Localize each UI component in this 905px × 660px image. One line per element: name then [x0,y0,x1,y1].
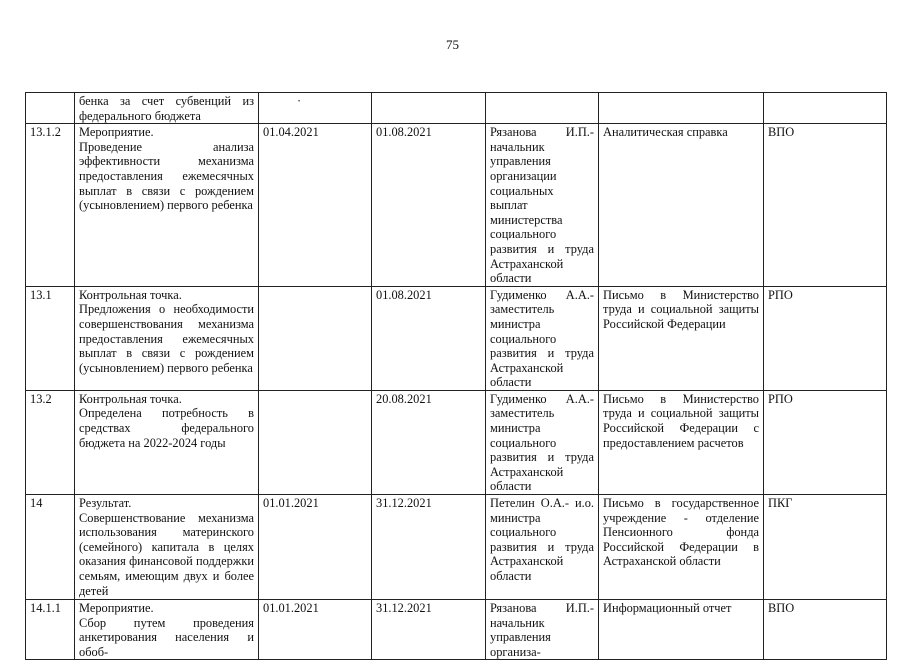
description-title: Результат. [79,496,132,511]
cell-code [26,93,75,124]
dot-mark: · [297,94,302,108]
description-text: Сбор путем проведения анкетирования населения и обоб- [79,615,254,659]
cell-start-date [259,286,372,390]
cell-start-date: 01.01.2021 [259,495,372,600]
cell-start-date [259,390,372,494]
cell-end-date: 20.08.2021 [372,390,486,494]
plan-table [25,92,887,660]
table-row [26,93,887,124]
cell-responsible: Гудименко А.А.- заместитель министра социального развития и труда Астраханской области [486,390,599,494]
cell-responsible: Петелин О.А.- и.о. министра социального развития и труда Астраханской области [486,495,599,600]
table-row [26,600,887,660]
description-title: Контрольная точка. [79,391,182,406]
cell-start-date: 01.01.2021 [259,600,372,660]
cell-code: 13.1.2 [26,124,75,287]
cell-responsible: Рязанова И.П.- начальник управления организа- [486,600,599,660]
cell-description [75,600,259,660]
description-title: Контрольная точка. [79,287,182,302]
cell-level: ВПО [764,600,887,660]
cell-end-date [372,93,486,124]
description-text: Предложения о необходимости совершенствования механизма предоставления ежемесячных выплат в связи с рождением (усыновлением) первого ребенка [79,302,254,375]
cell-end-date: 31.12.2021 [372,495,486,600]
description-title: Мероприятие. [79,601,154,616]
page-number: 75 [446,37,459,52]
cell-level [764,93,887,124]
cell-responsible [486,93,599,124]
cell-start-date [259,93,372,124]
table-row [26,495,887,600]
cell-code: 13.2 [26,390,75,494]
cell-description [75,390,259,494]
cell-end-date: 31.12.2021 [372,600,486,660]
description-title: Мероприятие. [79,125,154,140]
cell-end-date: 01.08.2021 [372,286,486,390]
description-text: Определена потребность в средствах федерального бюджета на 2022-2024 годы [79,406,254,450]
cell-document: Письмо в Министерство труда и социальной защиты Российской Федерации с предоставлением расчетов [599,390,764,494]
cell-level: ВПО [764,124,887,287]
description-text: Совершенствование механизма использования материнского (семейного) капитала в целях оказания финансовой поддержки семьям, имеющим двух и более детей [79,510,254,598]
cell-code: 14.1.1 [26,600,75,660]
cell-level: ПКГ [764,495,887,600]
cell-code: 14 [26,495,75,600]
cell-document: Информационный отчет [599,600,764,660]
cell-end-date: 01.08.2021 [372,124,486,287]
cell-document: Аналитическая справка [599,124,764,287]
table-row [26,286,887,390]
cell-level: РПО [764,390,887,494]
cell-responsible: Гудименко А.А.- заместитель министра социального развития и труда Астраханской области [486,286,599,390]
cell-description [75,286,259,390]
cell-document [599,93,764,124]
cell-description [75,93,259,124]
cell-code: 13.1 [26,286,75,390]
cell-document: Письмо в государственное учреждение - отделение Пенсионного фонда Российской Федерации в Астраханской области [599,495,764,600]
table-row [26,390,887,494]
cell-responsible: Рязанова И.П.- начальник управления организации социальных выплат министерства социального развития и труда Астраханской области [486,124,599,287]
cell-document: Письмо в Министерство труда и социальной защиты Российской Федерации [599,286,764,390]
table-row [26,124,887,287]
description-text: бенка за счет субвенций из федерального бюджета [79,94,254,123]
cell-description [75,495,259,600]
cell-description [75,124,259,287]
cell-start-date: 01.04.2021 [259,124,372,287]
cell-level: РПО [764,286,887,390]
description-text: Проведение анализа эффективности механизма предоставления ежемесячных выплат в связи с рождением (усыновлением) первого ребенка [79,139,254,213]
